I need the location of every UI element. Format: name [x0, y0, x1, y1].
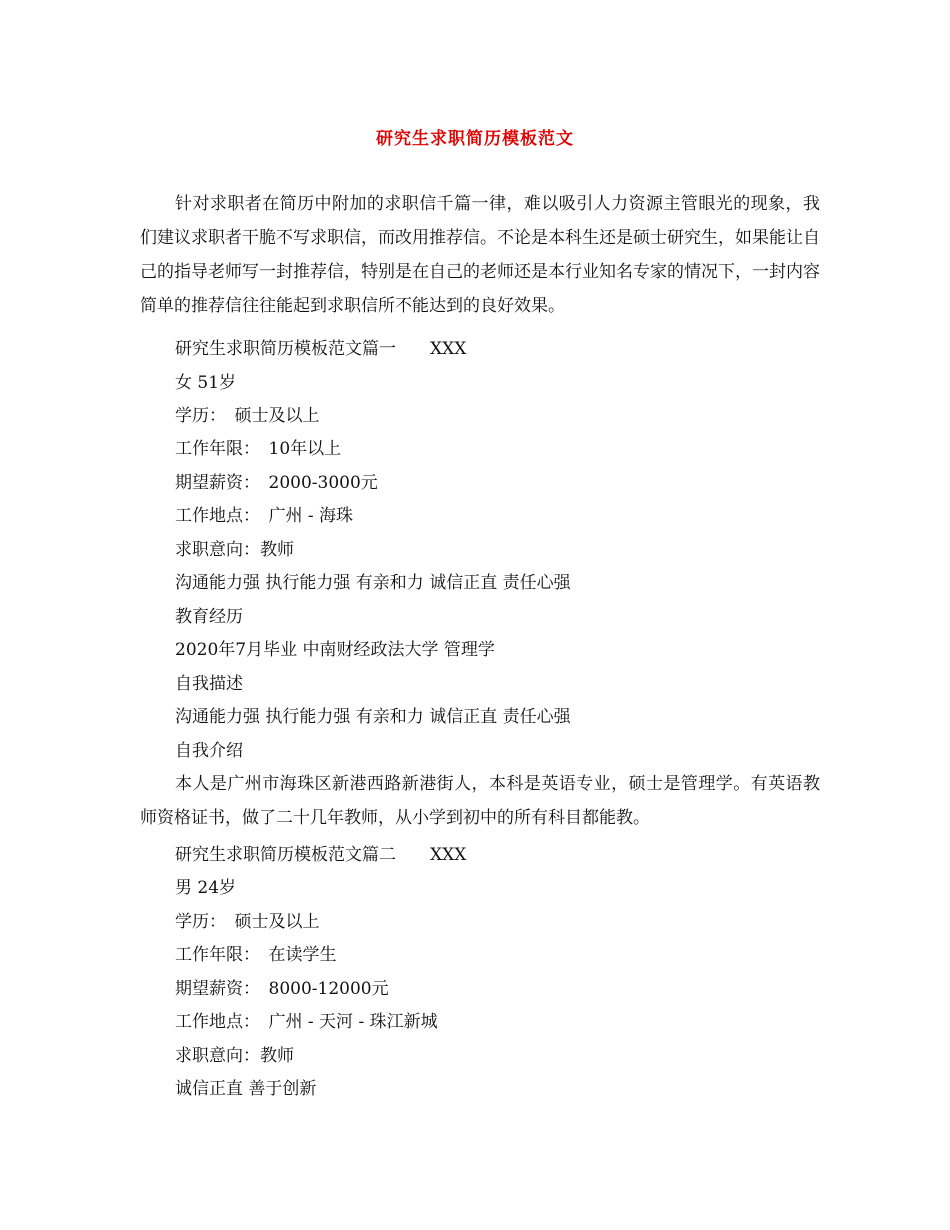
sample1-location: 工作地点： 广州 - 海珠	[175, 506, 354, 526]
sample2-intention: 求职意向：教师	[175, 1046, 294, 1066]
sample1-traits: 沟通能力强 执行能力强 有亲和力 诚信正直 责任心强	[175, 573, 571, 593]
sample1-gender-age: 女 51岁	[175, 373, 237, 393]
sample1-heading: 研究生求职简历模板范文篇一 XXX	[175, 339, 467, 359]
document-title: 研究生求职简历模板范文	[376, 129, 574, 149]
sample1-self-desc-heading: 自我描述	[175, 674, 243, 694]
sample1-edu-detail: 2020年7月毕业 中南财经政法大学 管理学	[175, 640, 495, 660]
sample1-intention: 求职意向：教师	[175, 540, 294, 560]
sample2-education: 学历： 硕士及以上	[175, 912, 320, 932]
sample2-salary: 期望薪资： 8000-12000元	[175, 979, 389, 999]
sample2-traits: 诚信正直 善于创新	[175, 1079, 317, 1099]
sample1-self-intro: 本人是广州市海珠区新港西路新港街人，本科是英语专业，硕士是管理学。有英语教师资格证书，做了二十几年教师，从小学到初中的所有科目都能教。	[140, 774, 820, 828]
sample2-heading: 研究生求职简历模板范文篇二 XXX	[175, 845, 467, 865]
sample1-work-years: 工作年限： 10年以上	[175, 439, 342, 459]
sample1-self-desc: 沟通能力强 执行能力强 有亲和力 诚信正直 责任心强	[175, 707, 571, 727]
sample2-gender-age: 男 24岁	[175, 878, 237, 898]
sample1-salary: 期望薪资： 2000-3000元	[175, 473, 378, 493]
sample2-work-years: 工作年限： 在读学生	[175, 945, 337, 965]
sample1-edu-heading: 教育经历	[175, 607, 243, 627]
sample2-location: 工作地点： 广州 - 天河 - 珠江新城	[175, 1012, 438, 1032]
sample1-education: 学历： 硕士及以上	[175, 406, 320, 426]
sample1-self-intro-heading: 自我介绍	[175, 741, 243, 761]
intro-paragraph: 针对求职者在简历中附加的求职信千篇一律，难以吸引人力资源主管眼光的现象，我们建议求职者干脆不写求职信，而改用推荐信。不论是本科生还是硕士研究生，如果能让自己的指导老师写一封推荐信，特别是在自己的老师还是本行业知名专家的情况下，一封内容简单的推荐信往往能起到求职信所不能达到的良好效果。	[140, 194, 820, 316]
